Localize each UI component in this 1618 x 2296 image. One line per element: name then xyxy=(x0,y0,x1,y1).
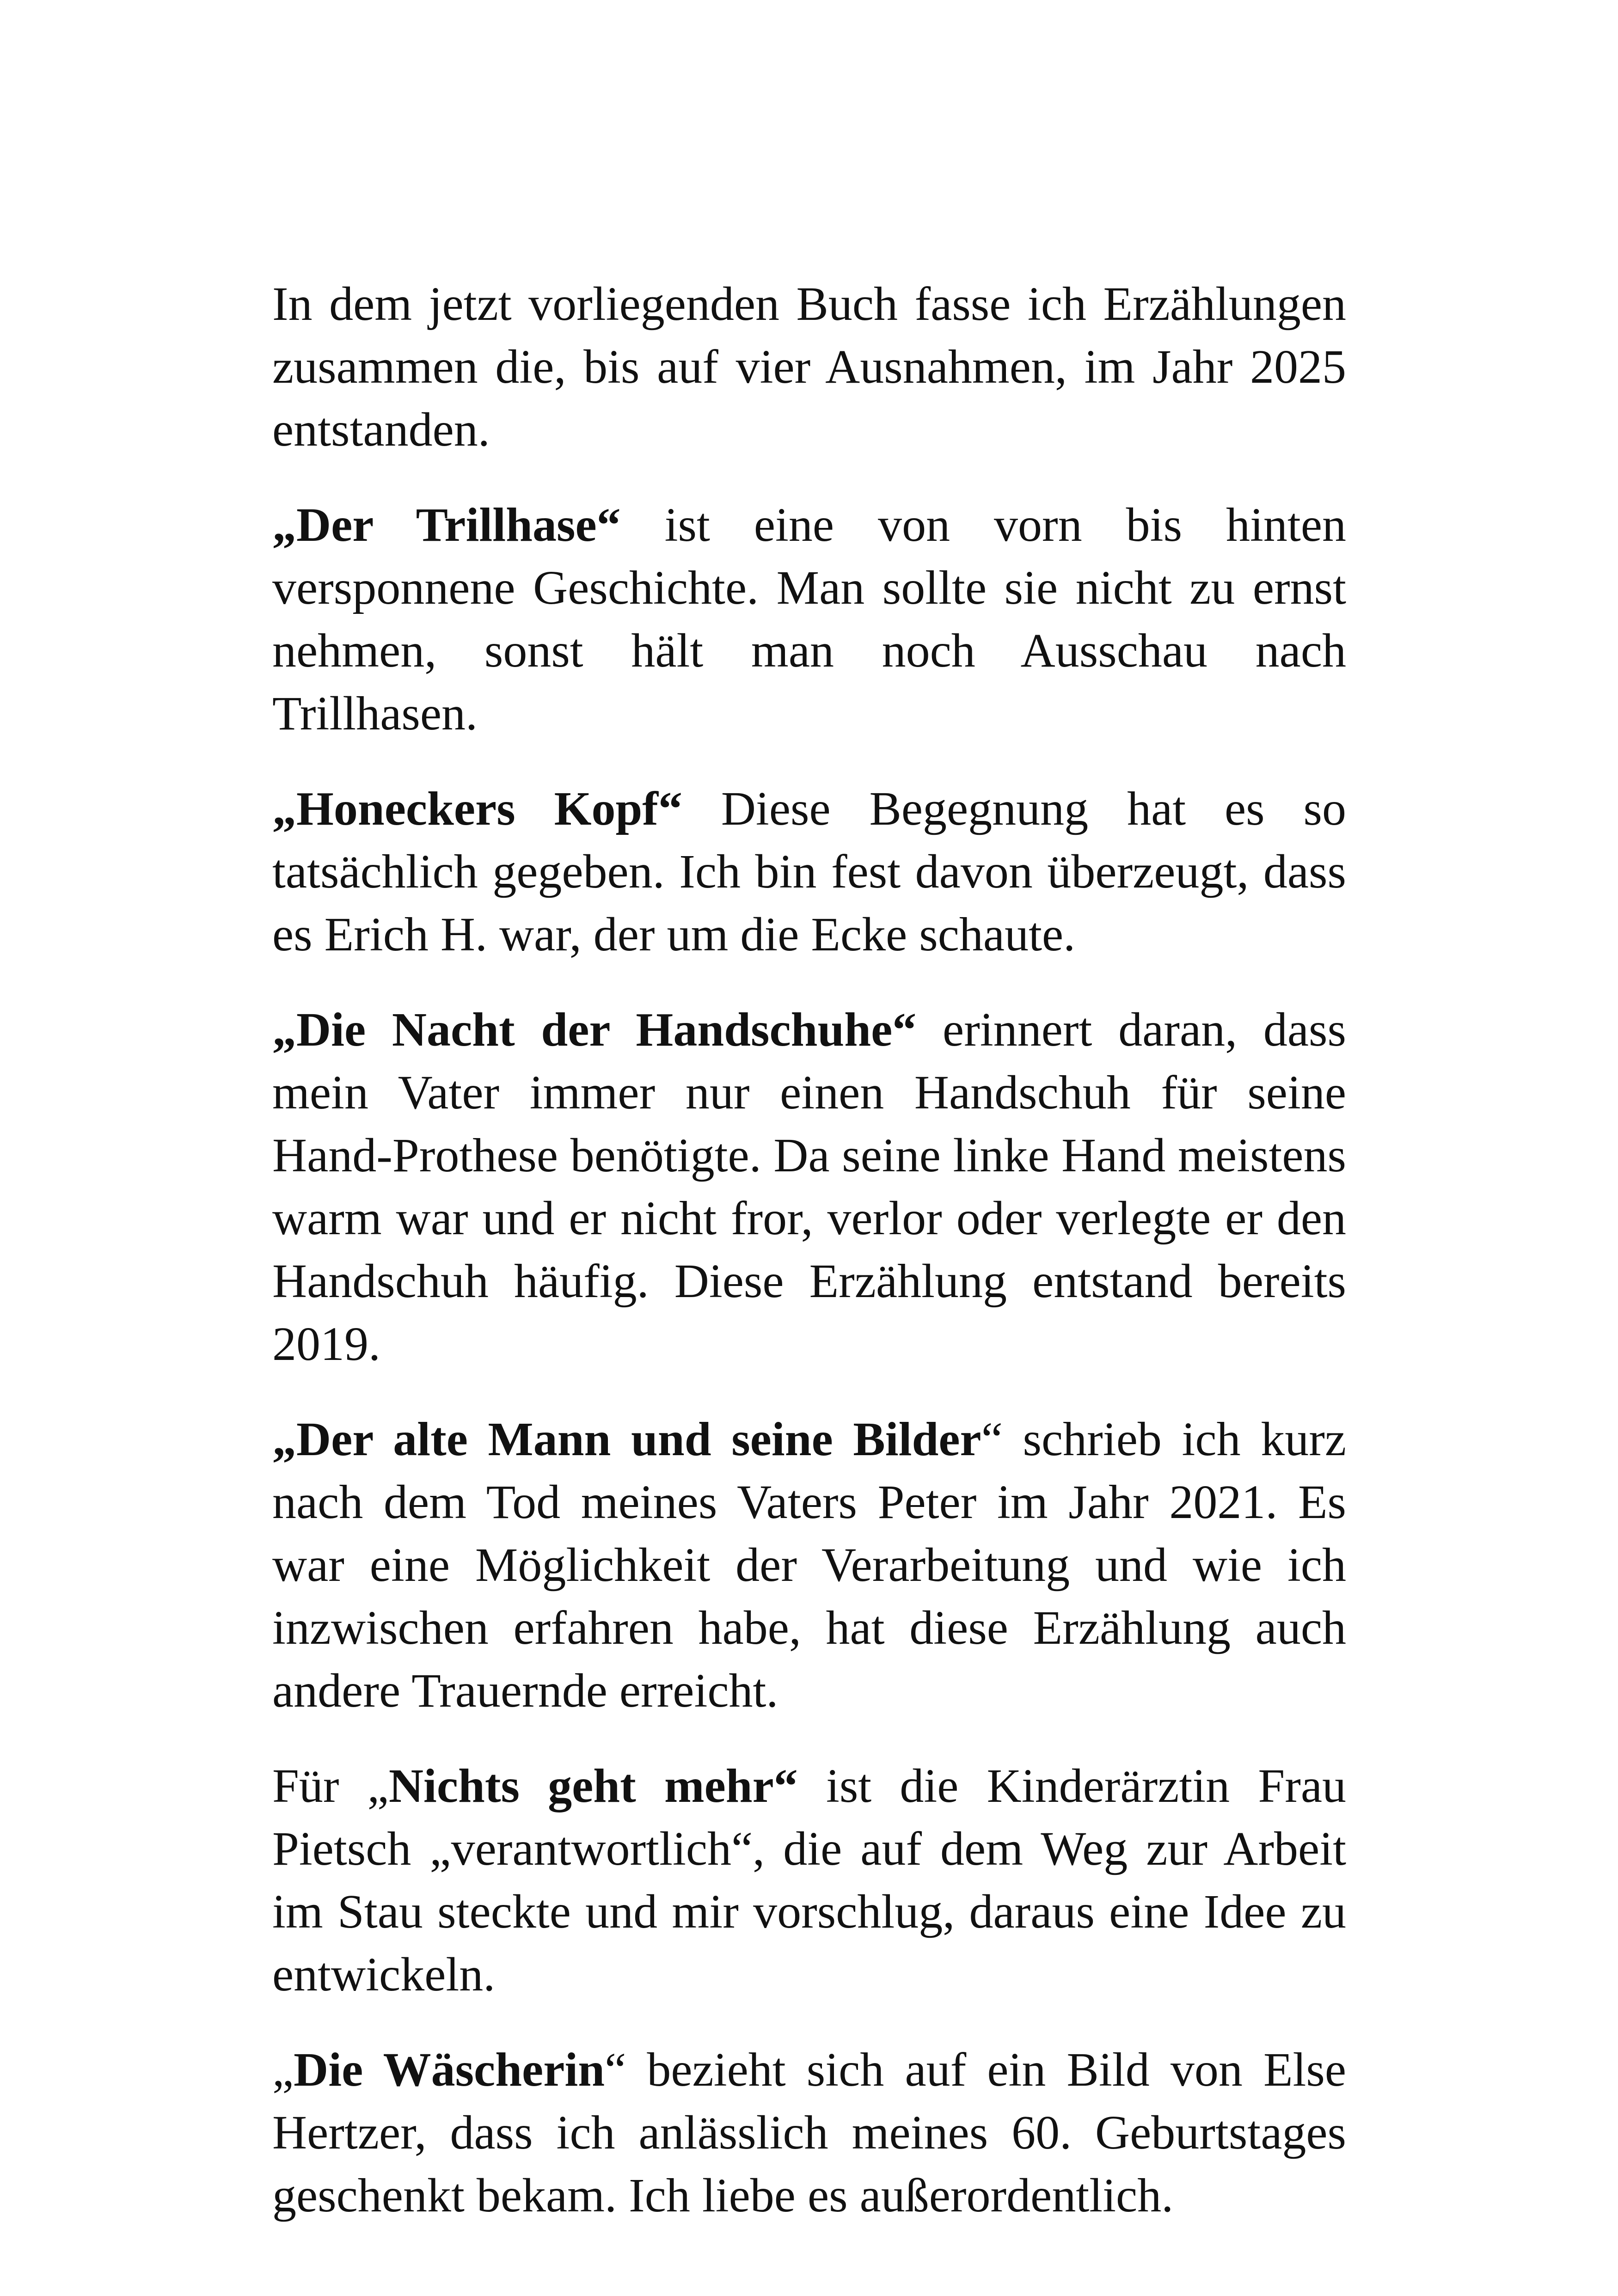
paragraph-text: ist eine von vorn bis hinten versponnene Geschichte. Man sollte sie nicht zu ernst nehmen, sonst hält man noch Ausschau nach Trillhasen. xyxy=(272,498,1346,740)
paragraph-text: ist die Kinderärztin Frau Pietsch „verantwortlich“, die auf dem Weg zur Arbeit im Stau steckte und mir vorschlug, daraus eine Idee zu entwickeln. xyxy=(272,1759,1347,2001)
paragraph-text: Diese Begegnung hat es so tatsächlich gegeben. Ich bin fest davon überzeugt, dass es Erich H. war, der um die Ecke schaute. xyxy=(272,782,1346,961)
story-title: „Honeckers Kopf“ xyxy=(272,782,682,835)
paragraph-lead: Für „ xyxy=(272,1759,389,1812)
story-title: „Der alte Mann und seine Bilder xyxy=(272,1413,981,1466)
paragraph-text: “ bezieht sich auf ein Bild von Else Hertzer, dass ich anlässlich meines 60. Geburtstages geschenkt bekam. Ich liebe es außerordentlich. xyxy=(272,2043,1346,2222)
paragraph-text: In dem jetzt vorliegenden Buch fasse ich Erzählungen zusammen die, bis auf vier Ausnahmen, im Jahr 2025 entstanden. xyxy=(272,277,1346,456)
foreword-text xyxy=(272,273,1346,2227)
paragraph-honecker xyxy=(272,778,1346,966)
story-title: Nichts geht mehr“ xyxy=(388,1759,798,1812)
paragraph-nichts-geht-mehr xyxy=(272,1755,1346,2006)
story-title: Die Wäscherin xyxy=(294,2043,605,2096)
paragraph-intro xyxy=(272,273,1346,461)
paragraph-text: “ schrieb ich kurz nach dem Tod meines Vaters Peter im Jahr 2021. Es war eine Möglichkeit der Verarbeitung und wie ich inzwischen erfahren habe, hat diese Erzählung auch andere Trauernde erreicht. xyxy=(272,1413,1347,1717)
paragraph-lead: „ xyxy=(272,2043,294,2096)
paragraph-alter-mann xyxy=(272,1408,1346,1722)
paragraph-waescherin xyxy=(272,2039,1346,2227)
paragraph-trillhase xyxy=(272,494,1346,745)
paragraph-handschuhe xyxy=(272,998,1346,1376)
paragraph-text: erinnert daran, dass mein Vater immer nur einen Handschuh für seine Hand-Prothese benötigte. Da seine linke Hand meistens warm war und er nicht fror, verlor oder verlegte er den Handschuh häufig. Diese Erzählung entstand bereits 2019. xyxy=(272,1003,1346,1371)
story-title: „Der Trillhase“ xyxy=(272,498,621,551)
story-title: „Die Nacht der Handschuhe“ xyxy=(272,1003,917,1056)
